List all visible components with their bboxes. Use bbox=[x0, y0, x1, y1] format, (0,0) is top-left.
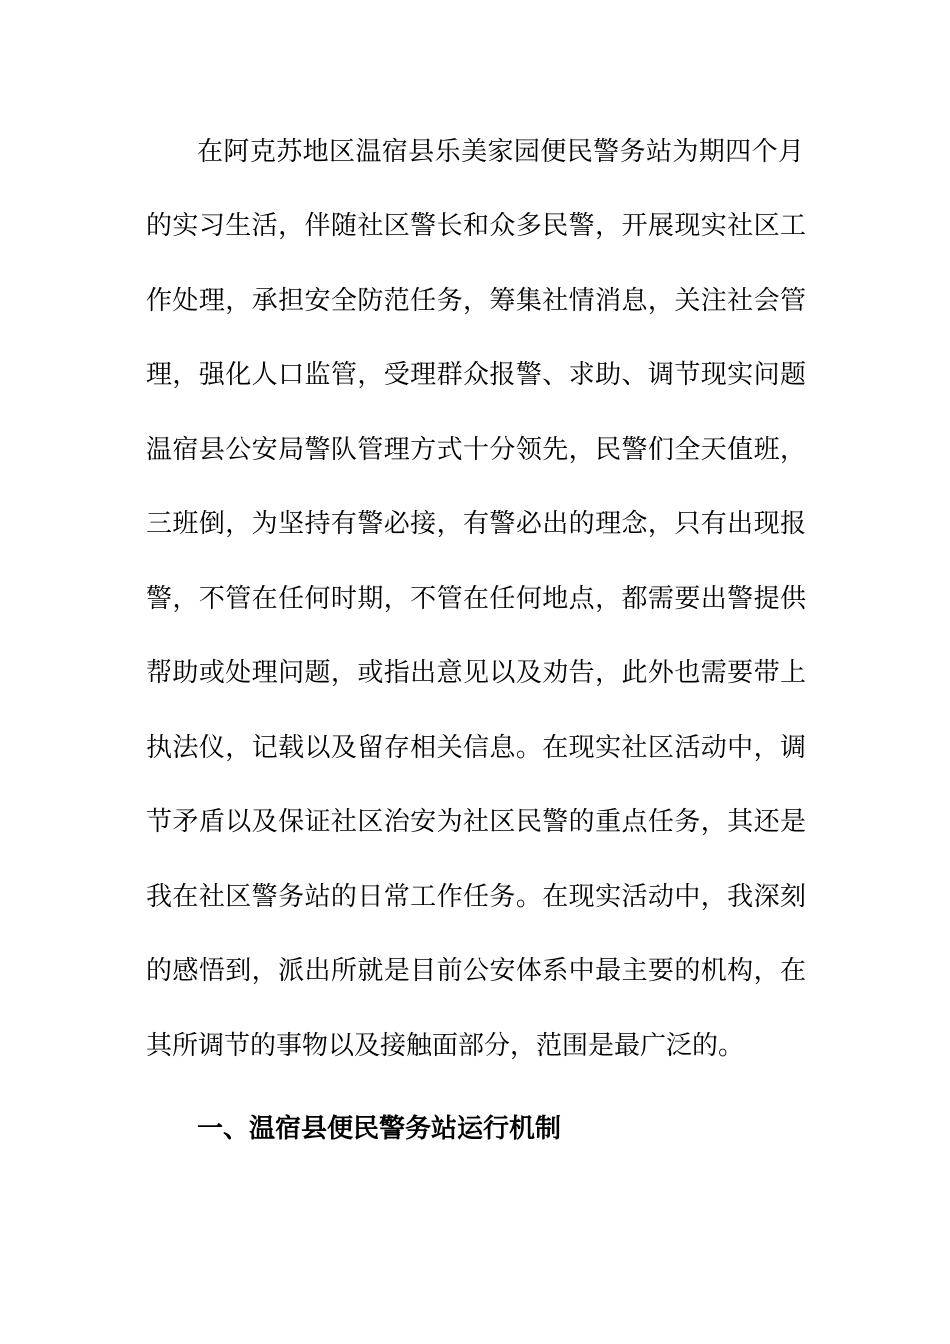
paragraph-line: 节矛盾以及保证社区治安为社区民警的重点任务，其还是 bbox=[146, 807, 806, 837]
paragraph-line: 执法仪，记载以及留存相关信息。在现实社区活动中，调 bbox=[146, 733, 806, 763]
paragraph-line: 其所调节的事物以及接触面部分，范围是最广泛的。 bbox=[146, 1031, 745, 1061]
paragraph-line: 温宿县公安局警队管理方式十分领先，民警们全天值班， bbox=[146, 435, 806, 465]
paragraph-line: 在阿克苏地区温宿县乐美家园便民警务站为期四个月 bbox=[197, 137, 804, 167]
paragraph-line: 的感悟到，派出所就是目前公安体系中最主要的机构，在 bbox=[146, 956, 806, 986]
paragraph-line: 帮助或处理问题，或指出意见以及劝告，此外也需要带上 bbox=[146, 658, 806, 688]
paragraph-line: 作处理，承担安全防范任务，筹集社情消息，关注社会管 bbox=[146, 286, 806, 316]
paragraph-line: 我在社区警务站的日常工作任务。在现实活动中，我深刻 bbox=[146, 882, 806, 912]
section-heading: 一、温宿县便民警务站运行机制 bbox=[197, 1114, 562, 1144]
paragraph-line: 警，不管在任何时期，不管在任何地点，都需要出警提供 bbox=[146, 584, 806, 614]
paragraph-line: 理，强化人口监管，受理群众报警、求助、调节现实问题 bbox=[146, 360, 806, 390]
paragraph-line: 三班倒，为坚持有警必接，有警必出的理念，只有出现报 bbox=[146, 509, 806, 539]
paragraph-line: 的实习生活，伴随社区警长和众多民警，开展现实社区工 bbox=[146, 211, 806, 241]
